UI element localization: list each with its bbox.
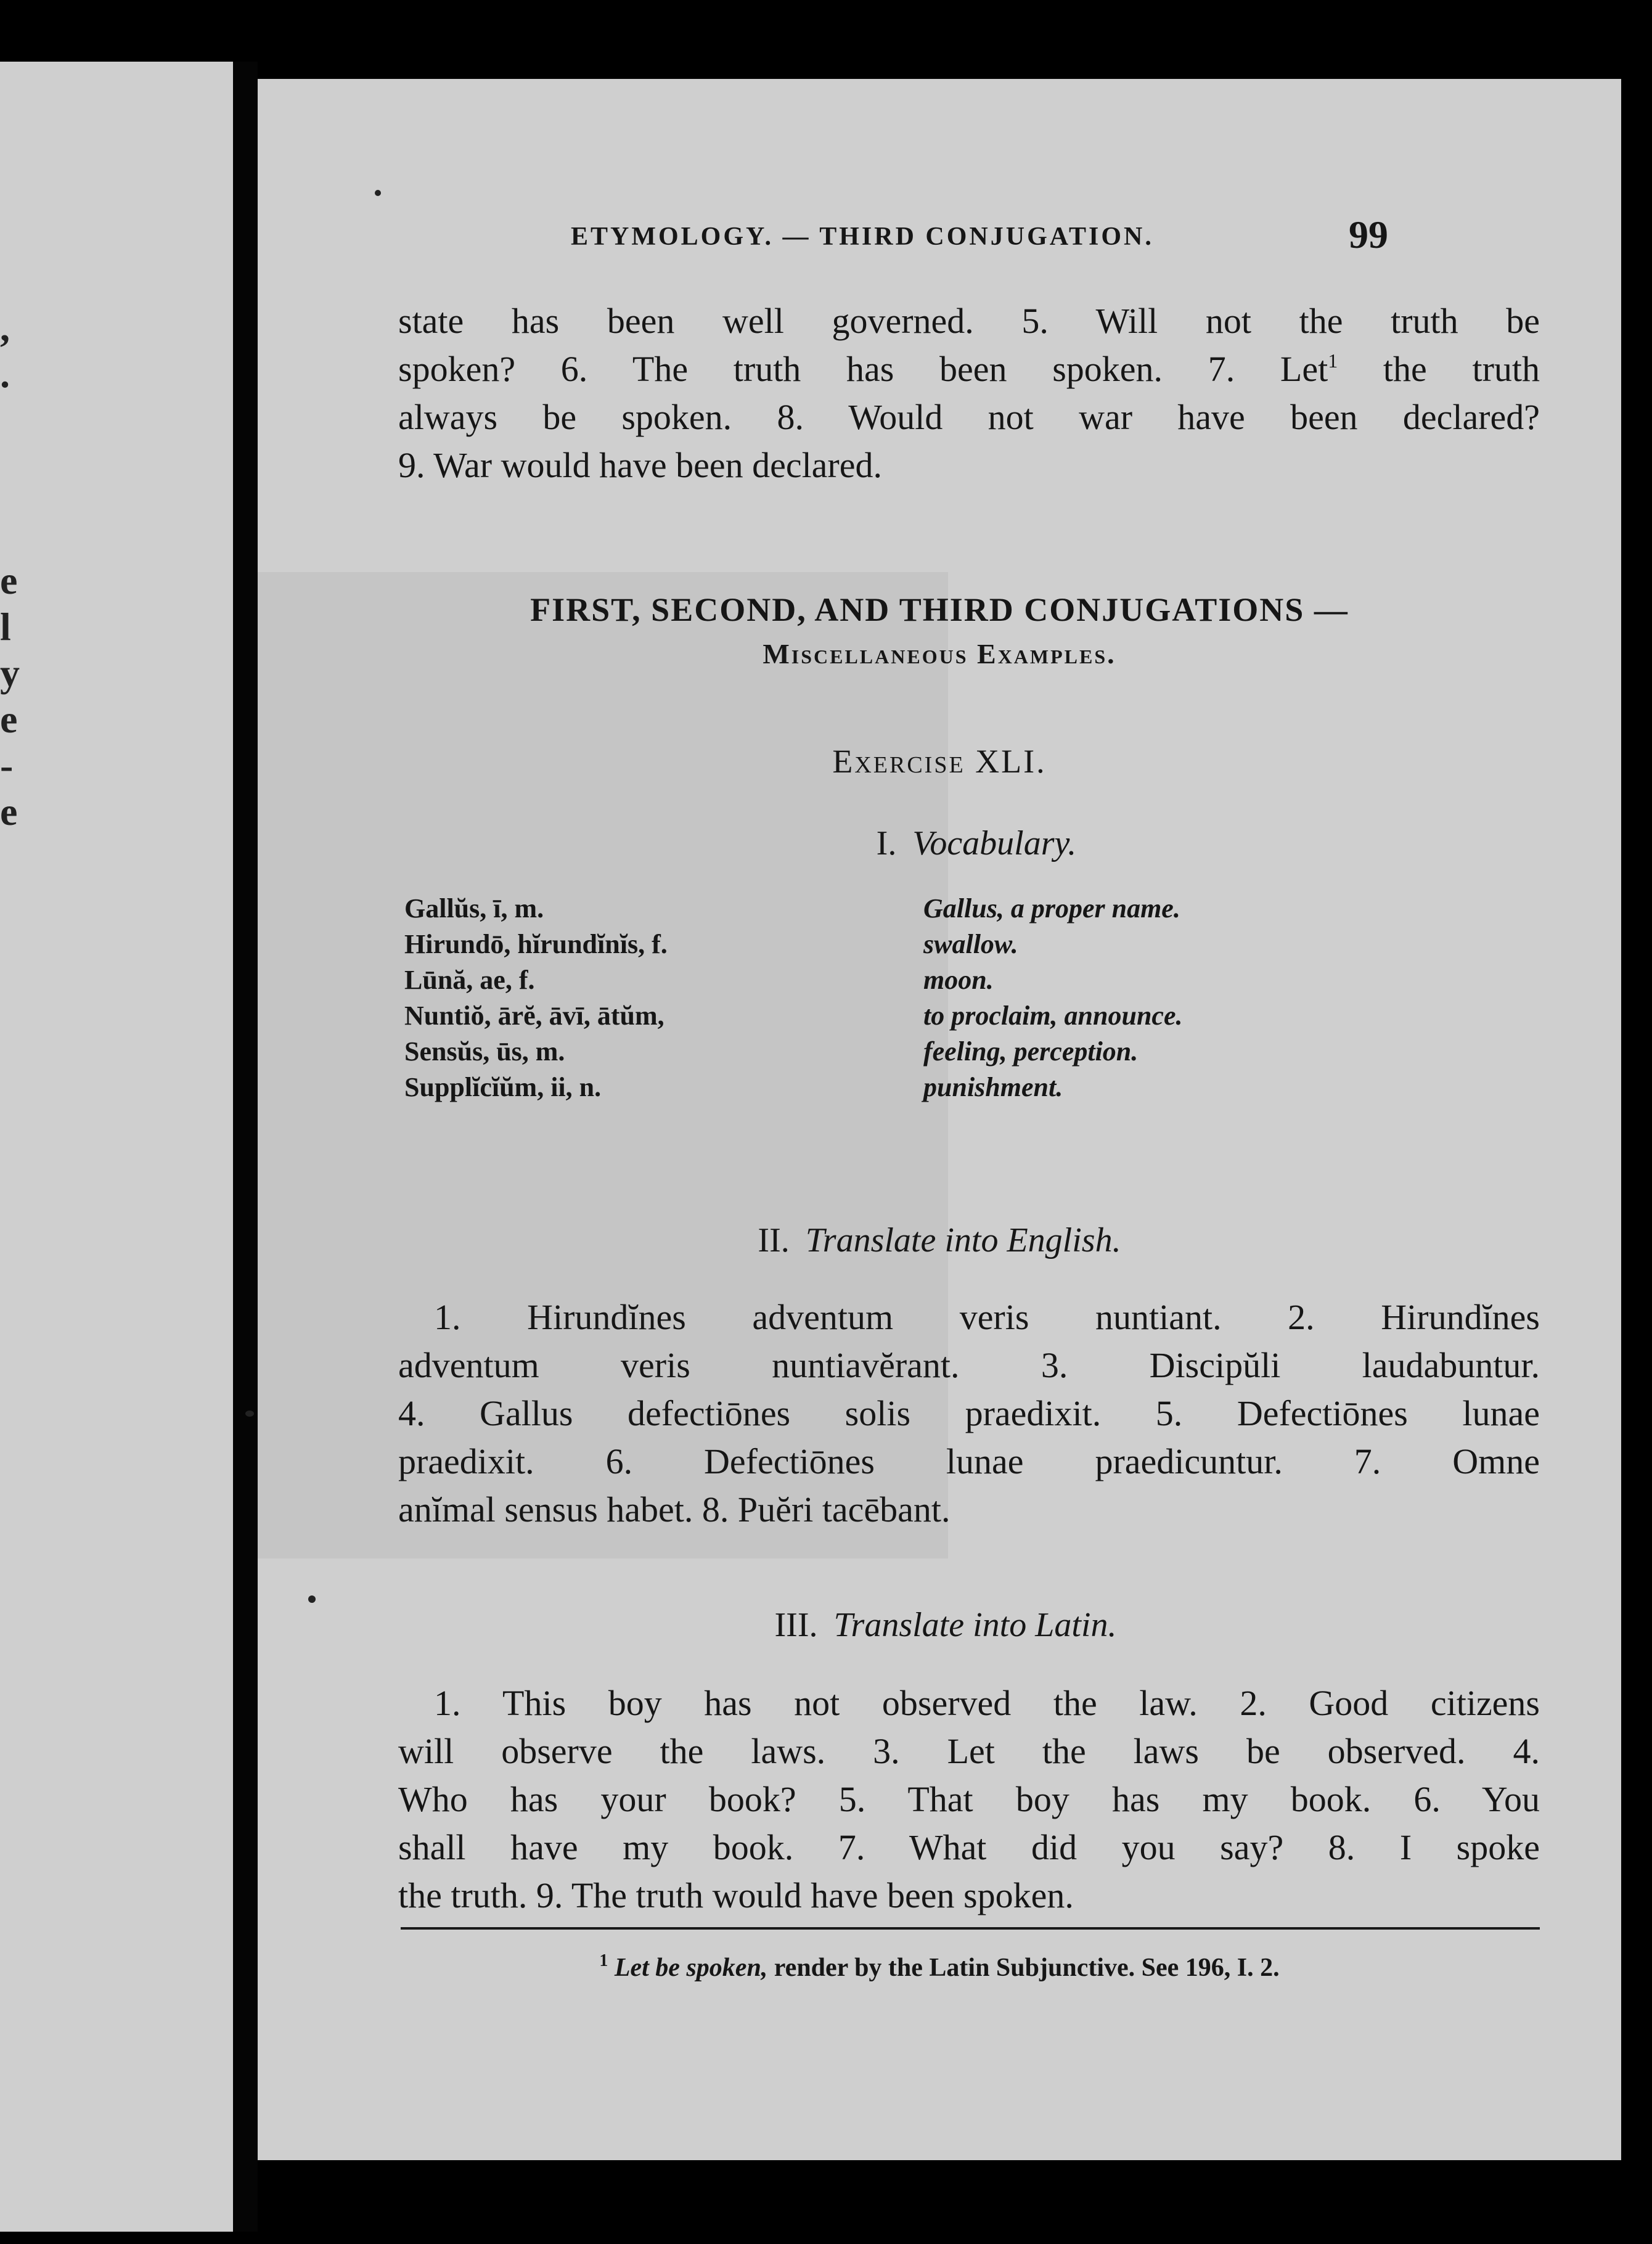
text-line: spoken? 6. The truth has been spoken. 7. Let$^1$ the truth (398, 349, 1540, 389)
latin-word: Nuntiŏ, ārĕ, āvī, ātŭm, (404, 1001, 664, 1031)
english-meaning: swallow. (923, 929, 1018, 959)
facing-page-fragment: l (0, 605, 11, 649)
running-head (258, 213, 1621, 271)
vocabulary-entry (404, 1036, 1391, 1071)
text-line: anĭmal sensus habet. 8. Puĕri tacēbant. (398, 1489, 951, 1529)
section-name: Vocabulary. (912, 824, 1077, 862)
vocabulary-list (404, 893, 1391, 1107)
footnote-rule (401, 1927, 1540, 1930)
text-line: shall have my book. 7. What did you say? 8. I spoke (398, 1827, 1540, 1867)
text-line: always be spoken. 8. Would not war have been declared? (398, 397, 1540, 437)
facing-page-fragment: y (0, 651, 20, 695)
vocabulary-entry (404, 1000, 1391, 1036)
vocabulary-heading (295, 824, 1652, 863)
vocabulary-entry (404, 928, 1391, 964)
ink-speck (375, 190, 381, 196)
text-line: will observe the laws. 3. Let the laws be observed. 4. (398, 1731, 1540, 1771)
english-meaning: moon. (923, 965, 994, 995)
facing-page-fragment: e (0, 559, 18, 602)
latin-word: Hirundō, hĭrundĭnĭs, f. (404, 929, 668, 959)
book-gutter (233, 62, 258, 2232)
vocabulary-entry (404, 1071, 1391, 1107)
translate-english-exercise (398, 1293, 1540, 1534)
footnote-marker: 1 (1328, 350, 1338, 372)
facing-page-fragment: . (0, 352, 10, 396)
text-line: 1. This boy has not observed the law. 2. Good citizens (434, 1683, 1540, 1723)
ink-speck (245, 1411, 254, 1417)
text-line: Who has your book? 5. That boy has my book. 6. You (398, 1779, 1540, 1819)
section-subtitle: Miscellaneous Examples. (763, 638, 1116, 670)
text-line: praedixit. 6. Defectiōnes lunae praedicuntur. 7. Omne (398, 1441, 1540, 1481)
running-title: ETYMOLOGY. — THIRD CONJUGATION. (571, 223, 1154, 251)
latin-word: Sensŭs, ūs, m. (404, 1036, 565, 1067)
opening-paragraph (398, 297, 1540, 489)
footnote-text: render by the Latin Subjunctive. See 196, I. 2. (767, 1954, 1280, 1982)
facing-page-fragment: e (0, 697, 18, 741)
section-name: Translate into Latin. (833, 1606, 1117, 1644)
translate-latin-heading (264, 1605, 1627, 1645)
text-line: adventum veris nuntiavĕrant. 3. Discipŭli laudabuntur. (398, 1345, 1540, 1385)
footnote (258, 1953, 1621, 1983)
book-page (258, 79, 1621, 2160)
section-title: FIRST, SECOND, AND THIRD CONJUGATIONS — (530, 591, 1349, 628)
facing-page-fragment: e (0, 790, 18, 833)
facing-page-fragment: , (0, 306, 10, 350)
facing-page-edge (0, 62, 233, 2232)
vocabulary-entry (404, 964, 1391, 1000)
translate-latin-exercise (398, 1679, 1540, 1920)
vocabulary-entry (404, 893, 1391, 928)
exercise-title: Exercise XLI. (832, 743, 1047, 780)
translate-english-heading (258, 1221, 1621, 1260)
footnote-number: 1 (599, 1951, 608, 1970)
section-name: Translate into English. (805, 1221, 1121, 1259)
footnote-emphasis: Let be spoken, (614, 1954, 768, 1982)
section-number: III. (774, 1606, 818, 1644)
text-line: 9. War would have been declared. (398, 445, 882, 485)
english-meaning: to proclaim, announce. (923, 1001, 1183, 1031)
latin-word: Gallŭs, ī, m. (404, 893, 544, 923)
section-number: II. (758, 1221, 790, 1259)
latin-word: Lūnă, ae, f. (404, 965, 535, 995)
section-number: I. (876, 824, 897, 862)
text-line: state has been well governed. 5. Will not the truth be (398, 301, 1540, 341)
english-meaning: Gallus, a proper name. (923, 893, 1180, 923)
facing-page-fragment: - (0, 743, 14, 787)
ink-speck (308, 1595, 316, 1603)
latin-word: Supplĭcĭŭm, ii, n. (404, 1072, 602, 1102)
english-meaning: punishment. (923, 1072, 1063, 1102)
english-meaning: feeling, perception. (923, 1036, 1139, 1067)
text-line: 1. Hirundĭnes adventum veris nuntiant. 2. Hirundĭnes (434, 1297, 1540, 1337)
text-line: the truth. 9. The truth would have been spoken. (398, 1875, 1074, 1915)
page-number: 99 (1349, 213, 1388, 256)
text-line: 4. Gallus defectiōnes solis praedixit. 5. Defectiōnes lunae (398, 1393, 1540, 1433)
